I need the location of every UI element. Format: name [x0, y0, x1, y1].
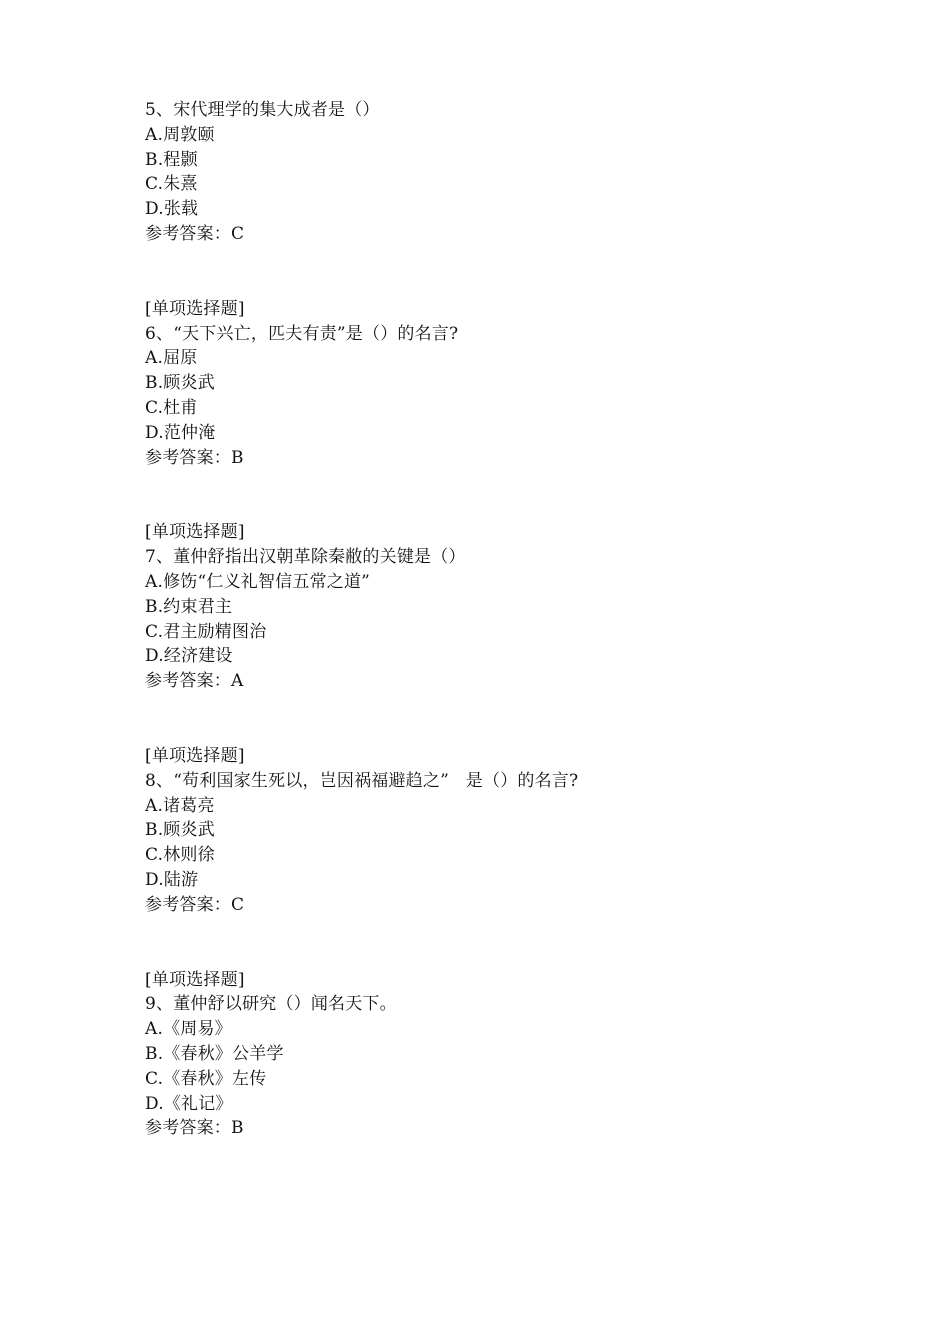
- option-c: C.《春秋》左传: [145, 1068, 267, 1089]
- option-a: A.修饬“仁义礼智信五常之道”: [145, 571, 371, 592]
- question-stem: 6、“天下兴亡，匹夫有责”是（）的名言?: [145, 323, 459, 344]
- option-a: A.诸葛亮: [145, 795, 215, 816]
- option-c: C.杜甫: [145, 397, 198, 418]
- option-d: D.《礼记》: [145, 1093, 233, 1114]
- option-c: C.君主励精图治: [145, 621, 267, 642]
- question-type-label: [单项选择题]: [145, 298, 245, 319]
- option-a: A.《周易》: [145, 1019, 232, 1040]
- option-a: A.周敦颐: [145, 124, 215, 145]
- question-6: [145, 297, 905, 471]
- option-b: B.程颢: [145, 149, 198, 170]
- option-b: B.《春秋》公羊学: [145, 1043, 284, 1064]
- option-c: C.朱熹: [145, 174, 198, 195]
- question-5: [145, 98, 905, 247]
- question-stem: 8、“苟利国家生死以，岂因祸福避趋之” 是（）的名言?: [145, 770, 579, 791]
- option-b: B.顾炎武: [145, 373, 215, 394]
- option-d: D.经济建设: [145, 646, 233, 667]
- question-type-label: [单项选择题]: [145, 745, 245, 766]
- question-8: [145, 744, 905, 918]
- option-a: A.屈原: [145, 348, 198, 369]
- question-type-label: [单项选择题]: [145, 969, 245, 990]
- question-stem: 9、董仲舒以研究（）闻名天下。: [145, 994, 397, 1015]
- reference-answer: 参考答案：A: [145, 671, 244, 692]
- question-list: [145, 98, 905, 1141]
- option-c: C.林则徐: [145, 845, 215, 866]
- reference-answer: 参考答案：B: [145, 447, 244, 468]
- question-stem: 5、宋代理学的集大成者是（）: [145, 100, 380, 120]
- question-7: [145, 520, 905, 694]
- reference-answer: 参考答案：B: [145, 1118, 244, 1139]
- reference-answer: 参考答案：C: [145, 894, 245, 915]
- option-b: B.顾炎武: [145, 820, 215, 841]
- question-stem: 7、董仲舒指出汉朝革除秦敝的关键是（）: [145, 547, 466, 568]
- reference-answer: 参考答案：C: [145, 223, 245, 244]
- option-d: D.陆游: [145, 869, 199, 890]
- question-type-label: [单项选择题]: [145, 522, 245, 543]
- option-d: D.张载: [145, 199, 199, 220]
- question-9: [145, 968, 905, 1142]
- option-b: B.约束君主: [145, 596, 233, 617]
- option-d: D.范仲淹: [145, 422, 216, 443]
